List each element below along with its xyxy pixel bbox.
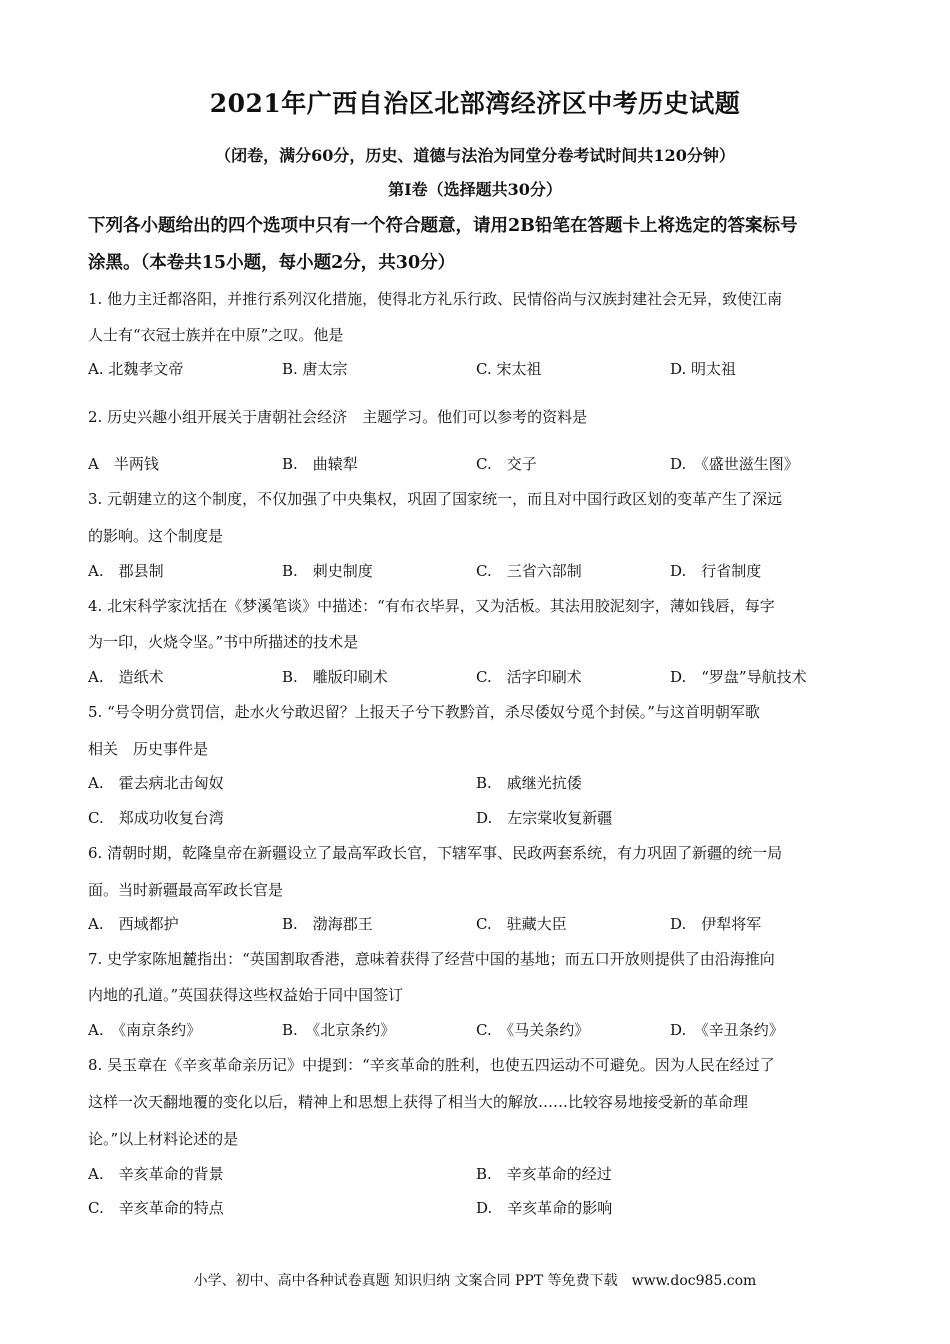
- question-2-option-b: B. 曲辕犁: [282, 455, 358, 473]
- instructions-line-2: 涂黑。（本卷共15小题，每小题2分，共30分）: [88, 253, 456, 273]
- question-2-option-a: A 半两钱: [88, 455, 159, 473]
- question-5-option-b: B. 戚继光抗倭: [476, 774, 582, 792]
- question-4-option-a: A. 造纸术: [88, 668, 164, 686]
- question-6-stem-line-2: 面。当时新疆最高军政长官是: [88, 881, 284, 899]
- instructions-line-1: 下列各小题给出的四个选项中只有一个符合题意，请用2B铅笔在答题卡上将选定的答案标号: [88, 216, 798, 236]
- section-heading: 第Ⅰ卷（选择题共30分）: [388, 180, 562, 199]
- page-footer: 小学、初中、高中各种试卷真题 知识归纳 文案合同 PPT 等免费下载 www.doc985.com: [193, 1273, 757, 1289]
- question-3-option-a: A. 郡县制: [88, 562, 164, 580]
- question-8-option-c: C. 辛亥革命的特点: [88, 1199, 224, 1217]
- question-2-stem-line-1: 2. 历史兴趣小组开展关于唐朝社会经济 主题学习。他们可以参考的资料是: [88, 408, 588, 426]
- question-7-option-a: A. 《南京条约》: [88, 1021, 202, 1039]
- question-6-stem-line-1: 6. 清朝时期，乾隆皇帝在新疆设立了最高军政长官，下辖军事、民政两套系统，有力巩固了新疆的统一局: [88, 844, 783, 862]
- question-8-stem-line-2: 这样一次天翻地覆的变化以后，精神上和思想上获得了相当大的解放……比较容易地接受新的革命理: [88, 1093, 749, 1111]
- question-3-stem-line-1: 3. 元朝建立的这个制度，不仅加强了中央集权，巩固了国家统一，而且对中国行政区划的变革产生了深远: [88, 490, 783, 508]
- question-6-option-d: D. 伊犁将军: [670, 915, 762, 933]
- question-4-option-b: B. 雕版印刷术: [282, 668, 388, 686]
- question-3-option-c: C. 三省六部制: [476, 562, 582, 580]
- question-1-stem-line-1: 1. 他力主迁都洛阳，并推行系列汉化措施，使得北方礼乐行政、民情俗尚与汉族封建社会无异，致使江南: [88, 290, 783, 308]
- question-8-stem-line-1: 8. 吴玉章在《辛亥革命亲历记》中提到：“辛亥革命的胜利，也使五四运动不可避免。因为人民在经过了: [88, 1056, 775, 1074]
- question-7-stem-line-2: 内地的孔道。”英国获得这些权益始于同中国签订: [88, 986, 404, 1004]
- question-1-option-d: D. 明太祖: [670, 360, 737, 378]
- question-2-option-d: D. 《盛世滋生图》: [670, 455, 799, 473]
- question-7-option-b: B. 《北京条约》: [282, 1021, 396, 1039]
- question-3-option-b: B. 刺史制度: [282, 562, 373, 580]
- question-4-stem-line-1: 4. 北宋科学家沈括在《梦溪笔谈》中描述：“有布衣毕昇，又为活板。其法用胶泥刻字，薄如钱唇，每字: [88, 597, 775, 615]
- question-5-option-c: C. 郑成功收复台湾: [88, 809, 224, 827]
- question-8-stem-line-3: 论。”以上材料论述的是: [88, 1130, 239, 1148]
- question-2-option-c: C. 交子: [476, 455, 537, 473]
- question-4-option-d: D. “罗盘”导航技术: [670, 668, 807, 686]
- question-6-option-c: C. 驻藏大臣: [476, 915, 567, 933]
- question-8-option-a: A. 辛亥革命的背景: [88, 1165, 224, 1183]
- question-5-option-d: D. 左宗棠收复新疆: [476, 809, 613, 827]
- question-3-stem-line-2: 的影响。这个制度是: [88, 527, 224, 545]
- exam-subtitle: （闭卷，满分60分，历史、道德与法治为同堂分卷考试时间共120分钟）: [215, 146, 735, 165]
- question-5-option-a: A. 霍去病北击匈奴: [88, 774, 224, 792]
- question-8-option-d: D. 辛亥革命的影响: [476, 1199, 613, 1217]
- question-6-option-a: A. 西域都护: [88, 915, 179, 933]
- question-7-option-d: D. 《辛丑条约》: [670, 1021, 784, 1039]
- question-3-option-d: D. 行省制度: [670, 562, 762, 580]
- question-4-option-c: C. 活字印刷术: [476, 668, 582, 686]
- question-6-option-b: B. 渤海郡王: [282, 915, 373, 933]
- question-7-stem-line-1: 7. 史学家陈旭麓指出：“英国割取香港，意味着获得了经营中国的基地；而五口开放则提供了由沿海推向: [88, 950, 775, 968]
- question-1-option-c: C. 宋太祖: [476, 360, 542, 378]
- question-5-stem-line-2: 相关 历史事件是: [88, 740, 209, 758]
- question-5-stem-line-1: 5. “号令明分赏罚信，赴水火兮敢迟留？上报天子兮下教黔首，杀尽倭奴兮觅个封侯。”与这首明朝军歌: [88, 703, 760, 721]
- question-4-stem-line-2: 为一印，火烧令坚。”书中所描述的技术是: [88, 633, 359, 651]
- question-1-stem-line-2: 人士有“衣冠士族并在中原”之叹。他是: [88, 326, 344, 344]
- question-1-option-b: B. 唐太宗: [282, 360, 348, 378]
- question-7-option-c: C. 《马关条约》: [476, 1021, 590, 1039]
- question-8-option-b: B. 辛亥革命的经过: [476, 1165, 612, 1183]
- page-title: 2021年广西自治区北部湾经济区中考历史试题: [209, 89, 741, 118]
- question-1-option-a: A. 北魏孝文帝: [88, 360, 184, 378]
